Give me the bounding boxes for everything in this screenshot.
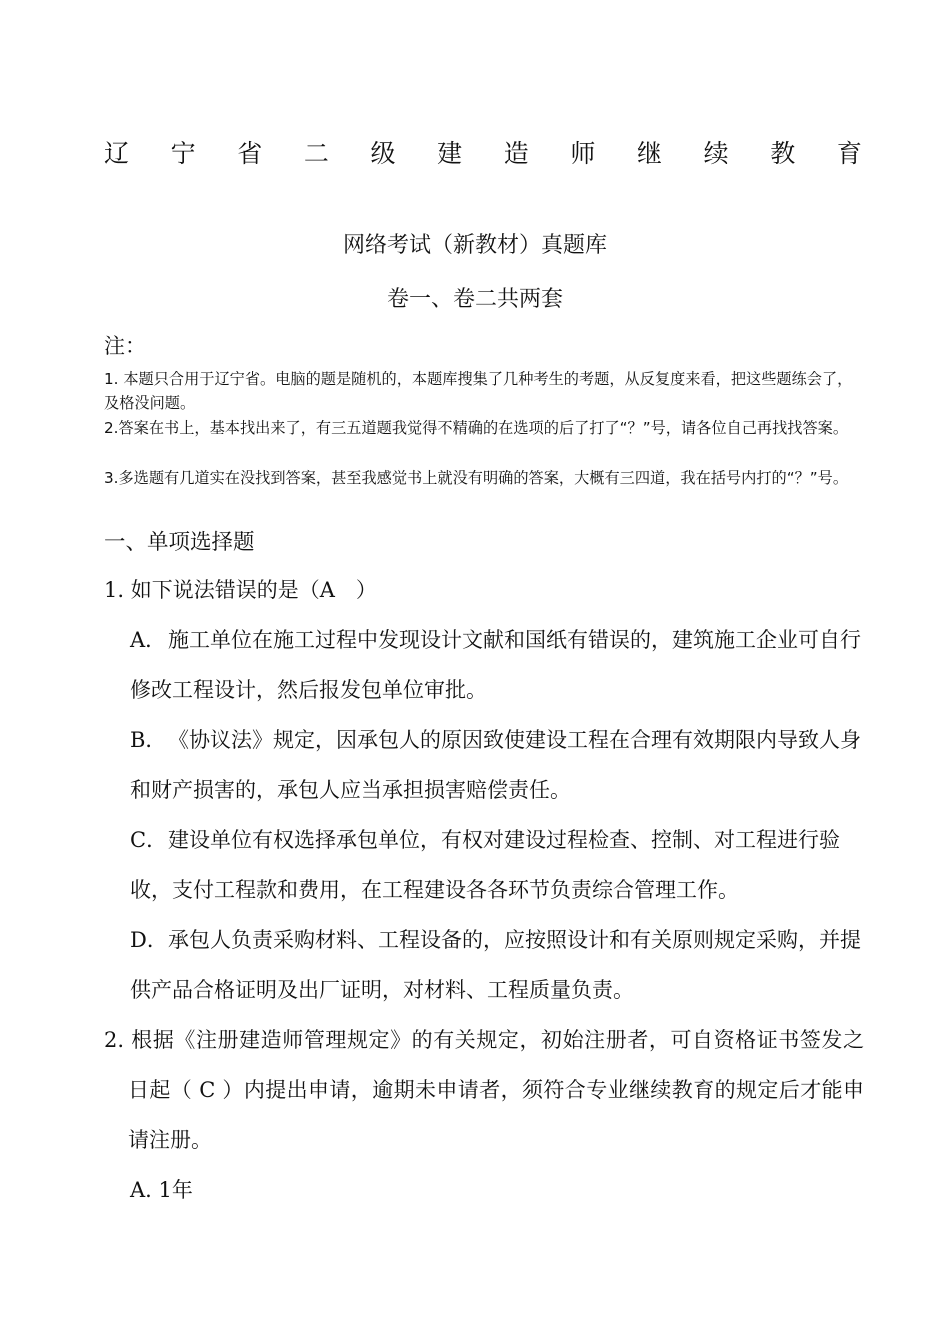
title-char: 育	[836, 139, 862, 168]
option-label: B．	[130, 728, 167, 752]
option-label: A.	[130, 1178, 152, 1202]
option-b	[130, 715, 862, 815]
option-text: 《协议法》规定，因承包人的原因致使建设工程在合理有效期限内导致人身和财产损害的，承包人应当承担损害赔偿责任。	[130, 728, 861, 802]
title-char: 续	[703, 139, 729, 168]
option-text: 施工单位在施工过程中发现设计文献和国纸有错误的，建筑施工企业可自行修改工程设计，然后报发包单位审批。	[130, 628, 861, 702]
title-char: 级	[370, 139, 396, 168]
title-char: 造	[503, 139, 529, 168]
option-label: D．	[130, 928, 168, 952]
note-item: 1. 本题只合用于辽宁省。电脑的题是随机的，本题库搜集了几种考生的考题，从反复度来看，把这些题练会了，及格没问题。	[104, 370, 853, 412]
title-char: 辽	[104, 139, 130, 168]
section-title: 一、单项选择题	[104, 530, 255, 555]
option-d	[130, 915, 862, 1015]
title-char: 继	[637, 139, 663, 168]
option-text: 承包人负责采购材料、工程设备的，应按照设计和有关原则规定采购，并提供产品合格证明及出厂证明，对材料、工程质量负责。	[130, 928, 861, 1002]
notes-heading: 注：	[104, 334, 146, 358]
title-char: 省	[237, 139, 263, 168]
option-label: A．	[130, 628, 167, 652]
option-a	[130, 615, 862, 715]
option-a	[130, 1165, 193, 1215]
document-title	[104, 134, 862, 170]
option-text: 建设单位有权选择承包单位，有权对建设过程检查、控制、对工程进行验收，支付工程款和费用，在工程建设各各环节负责综合管理工作。	[130, 828, 840, 902]
option-label: C．	[130, 828, 168, 852]
question-2	[104, 1015, 864, 1165]
document-subtitle-2: 卷一、卷二共两套	[386, 287, 563, 312]
title-char: 师	[570, 139, 596, 168]
option-c	[130, 815, 862, 915]
title-char: 二	[303, 139, 329, 168]
note-item: 3.多选题有几道实在没找到答案，甚至我感觉书上就没有明确的答案，大概有三四道，我在括号内打的“？”号。	[104, 469, 849, 487]
question-1: 1. 如下说法错误的是（A ）	[104, 578, 377, 602]
document-subtitle: 网络考试（新教材）真题库	[342, 233, 607, 258]
title-char: 建	[437, 139, 463, 168]
title-char: 教	[770, 139, 796, 168]
title-char: 宁	[170, 139, 196, 168]
option-text: 1年	[158, 1178, 193, 1202]
question-text: 2. 根据《注册建造师管理规定》的有关规定，初始注册者，可自资格证书签发之日起（ C ）内提出申请，逾期未申请者，须符合专业继续教育的规定后才能申请注册。	[104, 1028, 864, 1152]
note-item: 2.答案在书上，基本找出来了，有三五道题我觉得不精确的在选项的后了打了“？”号，请各位自己再找找答案。	[104, 419, 849, 437]
